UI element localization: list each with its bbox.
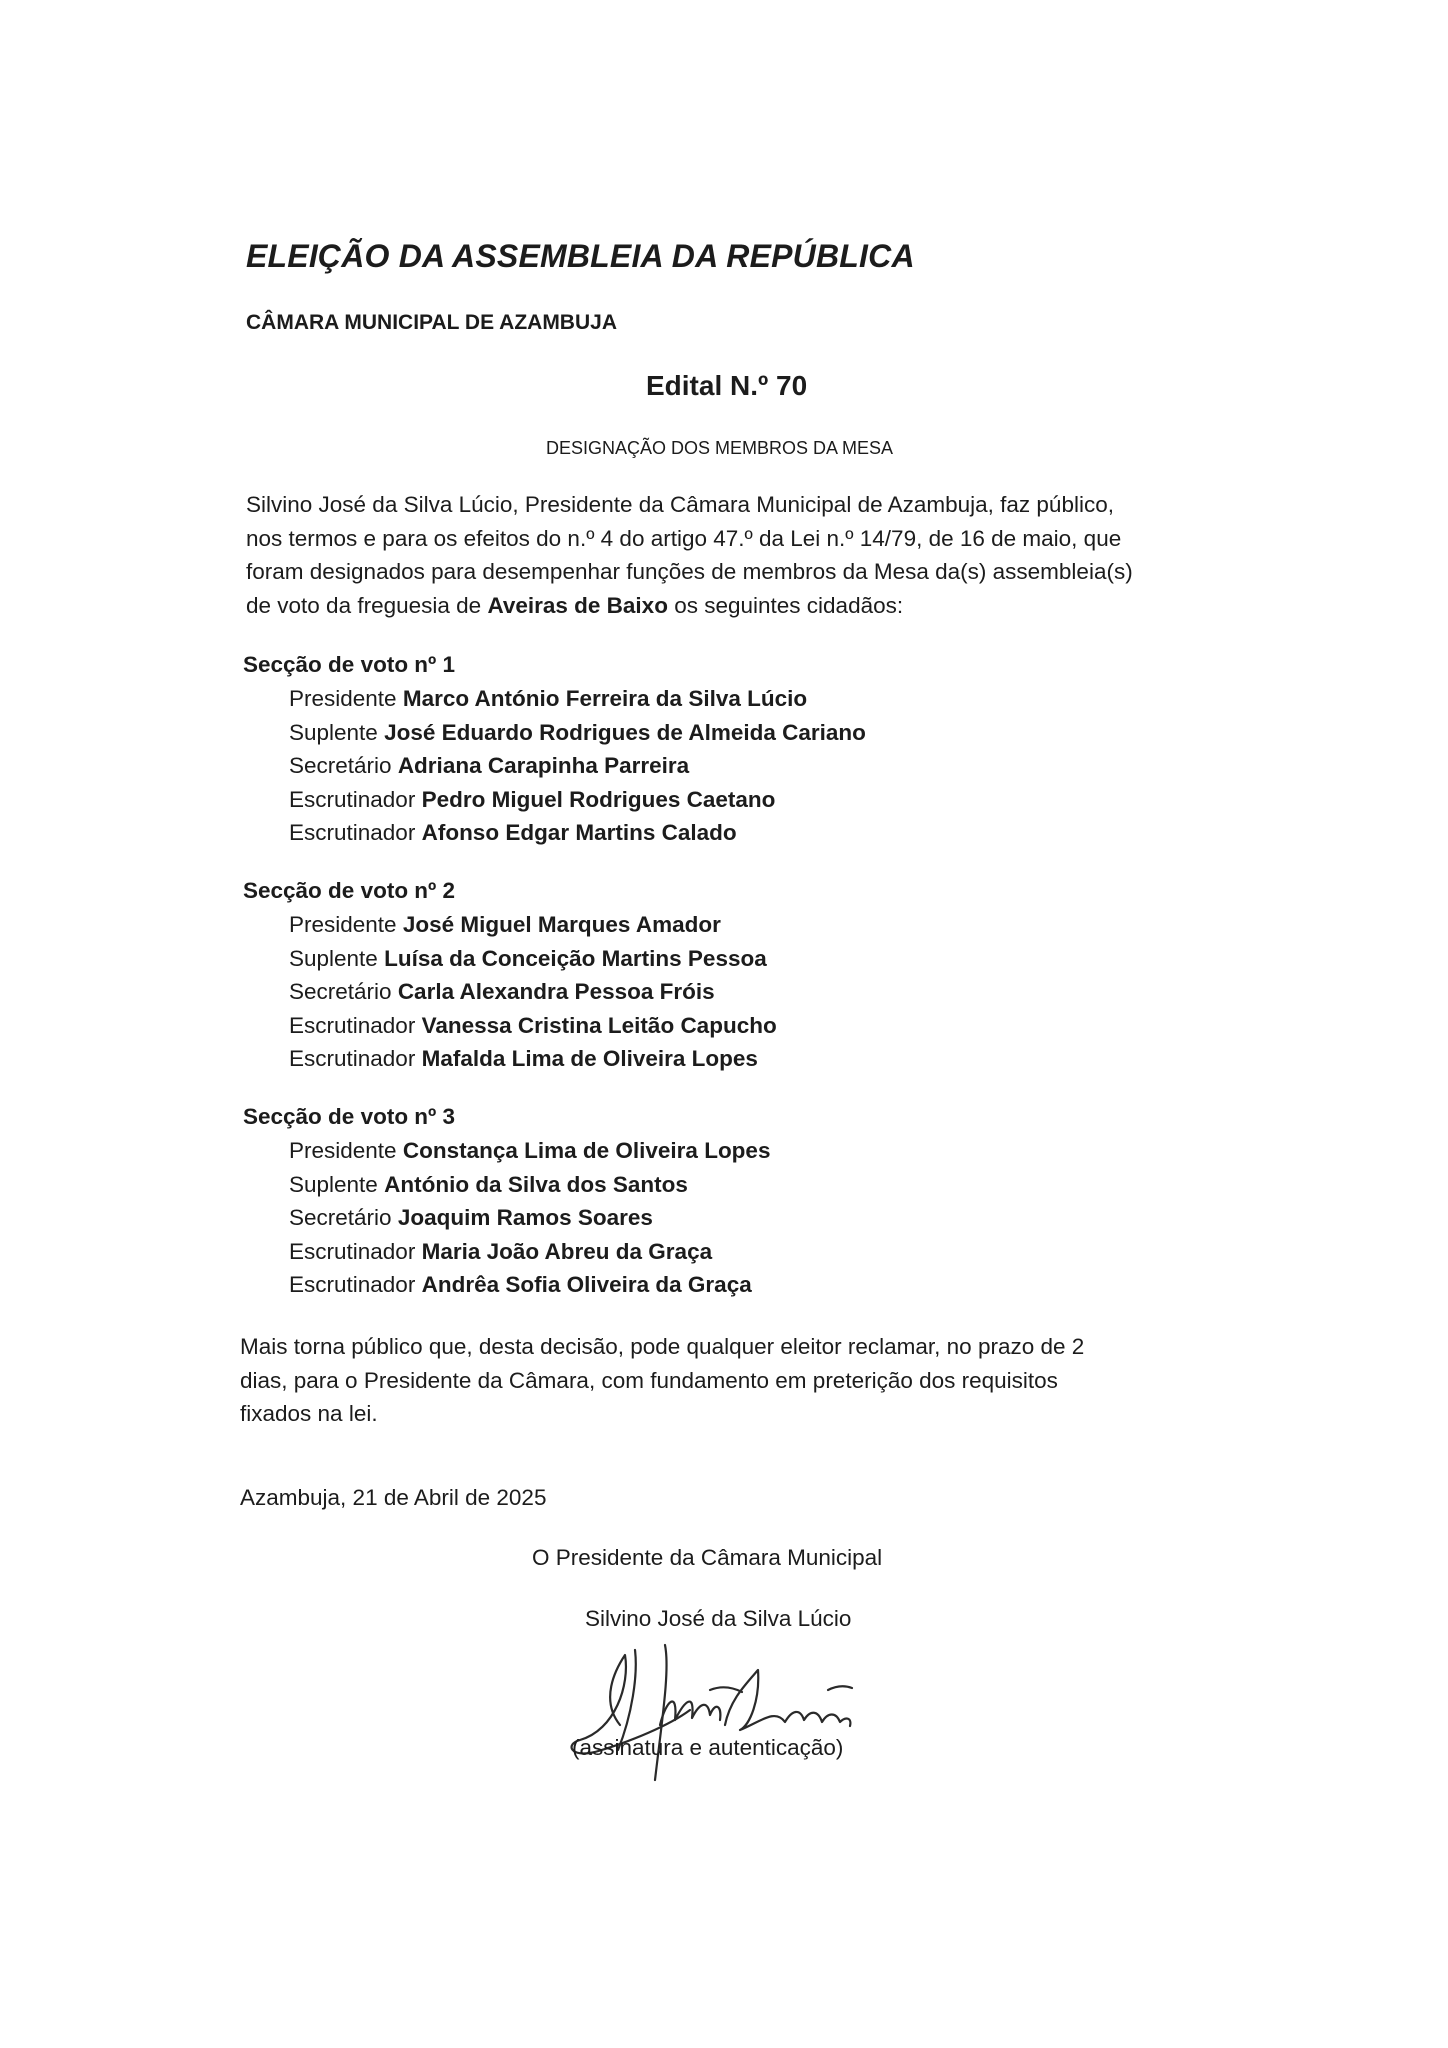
document-subject: DESIGNAÇÃO DOS MEMBROS DA MESA (546, 438, 894, 458)
member-role: Suplente (289, 719, 378, 745)
voting-section-2 (243, 874, 1143, 1076)
member-row (289, 749, 1143, 783)
member-role: Escrutinador (289, 1272, 416, 1297)
member-row (289, 1134, 1143, 1168)
place-date: Azambuja, 21 de Abril de 2025 (240, 1485, 547, 1510)
signature-note: (assinatura e autenticação) (572, 1735, 844, 1760)
member-row (289, 1009, 1143, 1043)
member-role: Presidente (289, 912, 397, 937)
municipality-name: CÂMARA MUNICIPAL DE AZAMBUJA (246, 311, 617, 334)
document-title: ELEIÇÃO DA ASSEMBLEIA DA REPÚBLICA (246, 238, 915, 274)
member-role: Presidente (289, 686, 397, 711)
member-row (289, 816, 1143, 850)
member-row (289, 908, 1143, 942)
president-title: O Presidente da Câmara Municipal (532, 1545, 883, 1570)
intro-text: de voto da freguesia de (246, 592, 488, 618)
member-name: Andrêa Sofia Oliveira da Graça (421, 1272, 752, 1297)
parish-name: Aveiras de Baixo (487, 592, 668, 618)
member-name: Pedro Miguel Rodrigues Caetano (421, 786, 776, 812)
member-role: Secretário (289, 979, 392, 1004)
closing-line: dias, para o Presidente da Câmara, com fundamento em preterição dos requisitos (240, 1367, 1058, 1393)
member-role: Escrutinador (289, 786, 416, 812)
edital-number: Edital N.º 70 (646, 370, 808, 401)
voting-section-3 (243, 1100, 1143, 1302)
member-role: Escrutinador (289, 1046, 416, 1071)
member-name: Joaquim Ramos Soares (397, 1205, 653, 1230)
closing-line: Mais torna público que, desta decisão, pode qualquer eleitor reclamar, no prazo de 2 (240, 1334, 1085, 1359)
member-name: Maria João Abreu da Graça (421, 1238, 713, 1264)
member-name: Afonso Edgar Martins Calado (421, 820, 737, 845)
intro-line: nos termos e para os efeitos do n.º 4 do artigo 47.º da Lei n.º 14/79, de 16 de maio, que (246, 525, 1122, 551)
member-row (289, 1168, 1143, 1202)
intro-paragraph (246, 488, 1226, 622)
member-name: António da Silva dos Santos (384, 1171, 688, 1197)
member-name: Carla Alexandra Pessoa Fróis (397, 979, 715, 1004)
member-name: Vanessa Cristina Leitão Capucho (421, 1012, 777, 1038)
member-name: Luísa da Conceição Martins Pessoa (384, 945, 767, 971)
member-row (289, 975, 1143, 1009)
member-row (289, 942, 1143, 976)
member-name: Mafalda Lima de Oliveira Lopes (421, 1046, 758, 1071)
voting-section-1 (243, 648, 1143, 850)
member-role: Secretário (289, 1205, 392, 1230)
closing-paragraph (240, 1330, 1220, 1431)
member-row (289, 682, 1143, 716)
intro-text: os seguintes cidadãos: (667, 592, 904, 618)
member-row (289, 1042, 1143, 1076)
section-title: Secção de voto nº 3 (243, 1104, 456, 1129)
member-role: Suplente (289, 1171, 378, 1197)
member-row (289, 716, 1143, 750)
section-title: Secção de voto nº 2 (243, 878, 456, 903)
section-title: Secção de voto nº 1 (243, 652, 456, 677)
member-name: José Eduardo Rodrigues de Almeida Cariano (384, 719, 866, 745)
member-role: Escrutinador (289, 1238, 416, 1264)
member-row (289, 783, 1143, 817)
member-name: Adriana Carapinha Parreira (397, 753, 690, 778)
member-row (289, 1235, 1143, 1269)
member-name: Constança Lima de Oliveira Lopes (402, 1138, 771, 1163)
intro-line: Silvino José da Silva Lúcio, Presidente da Câmara Municipal de Azambuja, faz público, (246, 492, 1114, 517)
member-name: Marco António Ferreira da Silva Lúcio (402, 686, 808, 711)
member-role: Suplente (289, 945, 378, 971)
member-role: Escrutinador (289, 1012, 416, 1038)
closing-line: fixados na lei. (240, 1401, 378, 1426)
member-role: Secretário (289, 753, 392, 778)
intro-line: foram designados para desempenhar funções de membros da Mesa da(s) assembleia(s) (246, 559, 1133, 584)
member-role: Presidente (289, 1138, 397, 1163)
handwritten-signature (560, 1630, 900, 1790)
member-row (289, 1201, 1143, 1235)
member-row (289, 1268, 1143, 1302)
president-name: Silvino José da Silva Lúcio (585, 1606, 852, 1631)
member-name: José Miguel Marques Amador (402, 912, 721, 937)
intro-line (246, 589, 1226, 623)
member-role: Escrutinador (289, 820, 416, 845)
